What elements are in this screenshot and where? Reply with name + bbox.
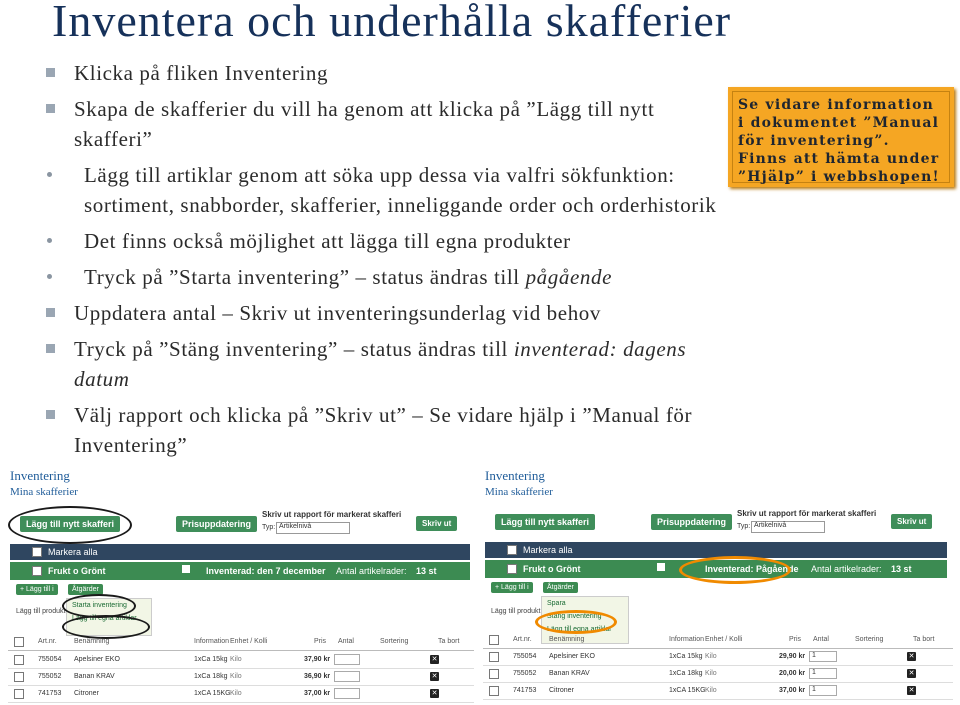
table-header xyxy=(8,634,474,651)
bullet-item xyxy=(44,334,734,394)
cell-unit: Kilo xyxy=(705,687,717,694)
square-bullet-icon xyxy=(46,410,55,419)
pantry-status: Inventerad: Pågående xyxy=(705,564,799,574)
remove-icon[interactable]: ✕ xyxy=(431,656,438,663)
info-callout-text: Se vidare information i dokumentet ”Manual för inventering”. Finns att hämta under ”Hjälp” i webbshopen! xyxy=(732,91,950,183)
bullet-text: Tryck på ”Starta inventering” – status ändras till xyxy=(84,265,526,289)
report-type-select[interactable]: Artikelnivå xyxy=(751,521,825,533)
col-header: Information xyxy=(669,636,705,643)
table-header xyxy=(483,632,953,649)
screenshot-close-inventory xyxy=(483,466,953,705)
cell-name: Banan KRAV xyxy=(549,670,590,677)
section-heading: Inventering xyxy=(10,468,70,483)
col-header: Pris xyxy=(314,638,327,645)
pantry-name: Frukt o Grönt xyxy=(48,566,106,576)
print-button[interactable]: Skriv ut xyxy=(891,514,932,529)
row-count-label: Antal artikelrader: xyxy=(811,564,882,574)
pantry-name: Frukt o Grönt xyxy=(523,564,581,574)
cell-info: 1xCA 15KG xyxy=(669,687,706,694)
highlight-ring-orange xyxy=(535,610,617,634)
bullet-item xyxy=(44,400,714,460)
qty-input[interactable]: 1 xyxy=(809,651,837,662)
section-subheading: Mina skafferier xyxy=(10,486,78,498)
table-row[interactable] xyxy=(8,652,474,669)
cell-info: 1xCa 15kg xyxy=(669,653,703,660)
dropdown-item-save[interactable]: Spara xyxy=(547,600,566,607)
col-header: Enhet / Kolli xyxy=(705,636,743,643)
slide-title: Inventera och underhålla skafferier xyxy=(52,0,732,46)
col-header: Antal xyxy=(813,636,829,643)
col-header: Sortering xyxy=(380,638,409,645)
header-checkbox[interactable] xyxy=(14,637,24,647)
row-checkbox[interactable] xyxy=(14,689,24,699)
bullet-item xyxy=(44,226,734,256)
bullet-text: Det finns också möjlighet att lägga till egna produkter xyxy=(84,229,571,253)
table-row[interactable] xyxy=(8,686,474,703)
remove-icon[interactable]: ✕ xyxy=(908,687,915,694)
bullet-italic-text: pågående xyxy=(525,265,613,289)
cell-name: Apelsiner EKO xyxy=(74,656,120,663)
dropdown-item-add-own-products[interactable]: Lägg till egna artiklar xyxy=(547,626,612,633)
pantry-status: Inventerad: den 7 december xyxy=(206,566,326,576)
cell-unit: Kilo xyxy=(705,653,717,660)
cell-artnr: 755054 xyxy=(513,653,537,660)
print-button[interactable]: Skriv ut xyxy=(416,516,457,531)
remove-icon[interactable]: ✕ xyxy=(431,690,438,697)
report-label: Skriv ut rapport för markerat skafferi xyxy=(262,510,402,519)
col-header: Ta bort xyxy=(438,638,460,645)
cell-info: 1xCa 18kg xyxy=(669,670,703,677)
cell-price: 37,00 kr xyxy=(304,690,331,697)
square-bullet-icon xyxy=(46,104,55,113)
col-header: Pris xyxy=(789,636,802,643)
mark-all-bar xyxy=(10,544,470,560)
info-callout xyxy=(728,87,954,187)
dot-bullet-icon xyxy=(47,274,52,279)
row-checkbox[interactable] xyxy=(14,655,24,665)
cell-artnr: 755054 xyxy=(38,656,62,663)
bullet-item xyxy=(44,58,734,88)
qty-input[interactable]: 1 xyxy=(809,685,837,696)
highlight-ring xyxy=(8,506,132,544)
cell-price: 29,90 kr xyxy=(779,653,806,660)
bullet-text: Uppdatera antal – Skriv ut inventeringsunderlag vid behov xyxy=(74,301,601,325)
col-header: Ta bort xyxy=(913,636,935,643)
mark-all-label: Markera alla xyxy=(523,545,573,555)
table-row[interactable] xyxy=(483,666,953,683)
qty-input[interactable]: 1 xyxy=(809,668,837,679)
remove-icon[interactable]: ✕ xyxy=(908,670,915,677)
col-header: Benämning xyxy=(74,638,110,645)
dropdown-item-close-inventory[interactable]: Stäng inventering xyxy=(547,613,602,620)
header-checkbox[interactable] xyxy=(489,635,499,645)
pantry-header-bar[interactable] xyxy=(10,562,470,580)
remove-icon[interactable]: ✕ xyxy=(908,653,915,660)
table-row[interactable] xyxy=(483,683,953,700)
report-label: Skriv ut rapport för markerat skafferi xyxy=(737,509,877,518)
col-header: Information xyxy=(194,638,230,645)
cell-artnr: 741753 xyxy=(38,690,62,697)
bullet-item xyxy=(44,262,734,292)
cell-unit: Kilo xyxy=(705,670,717,677)
highlight-ring-orange xyxy=(679,556,791,584)
bullet-item xyxy=(44,298,734,328)
cell-info: 1xCa 18kg xyxy=(194,673,228,680)
mark-all-bar xyxy=(485,542,947,558)
bullet-list xyxy=(44,58,734,460)
square-bullet-icon xyxy=(46,68,55,77)
mark-all-checkbox[interactable] xyxy=(32,547,42,557)
add-product-label[interactable]: Lägg till produkt xyxy=(16,608,66,615)
cell-artnr: 755052 xyxy=(38,673,62,680)
qty-input[interactable] xyxy=(334,654,360,665)
bullet-text: Välj rapport och klicka på ”Skriv ut” – Se vidare hjälp i ”Manual för Inventering” xyxy=(74,403,693,457)
type-label: Typ: xyxy=(262,524,276,531)
row-checkbox[interactable] xyxy=(489,652,499,662)
cell-artnr: 741753 xyxy=(513,687,537,694)
remove-icon[interactable]: ✕ xyxy=(431,673,438,680)
dot-bullet-icon xyxy=(47,172,52,177)
bullet-text: Lägg till artiklar genom att söka upp dessa via valfri sökfunktion: sortiment, snabborder, skafferier, inneliggande order och orderhistorik xyxy=(84,163,717,217)
col-header: Sortering xyxy=(855,636,884,643)
add-to-menu[interactable]: + Lägg till i xyxy=(16,584,58,595)
bullet-italic-text: inventerad: dagens datum xyxy=(74,337,687,391)
dropdown-item-add-own-products[interactable]: Lägg till egna artiklar xyxy=(72,615,137,622)
col-header: Antal xyxy=(338,638,354,645)
bullet-item xyxy=(44,94,734,154)
bullet-text: Tryck på ”Stäng inventering” – status ändras till xyxy=(74,337,514,361)
bullet-item xyxy=(44,160,734,220)
mark-all-label: Markera alla xyxy=(48,547,98,557)
table-row[interactable] xyxy=(8,669,474,686)
row-checkbox[interactable] xyxy=(14,672,24,682)
pantry-checkbox[interactable] xyxy=(32,566,42,576)
cell-price: 20,00 kr xyxy=(779,670,806,677)
cell-name: Citroner xyxy=(549,687,574,694)
qty-input[interactable] xyxy=(334,688,360,699)
cell-price: 37,90 kr xyxy=(304,656,331,663)
table-row[interactable] xyxy=(483,649,953,666)
actions-menu[interactable]: Åtgärder xyxy=(68,584,103,595)
cell-price: 36,90 kr xyxy=(304,673,331,680)
row-count-label: Antal artikelrader: xyxy=(336,566,407,576)
col-header: Art.nr. xyxy=(513,636,532,643)
screenshot-start-inventory xyxy=(8,466,474,705)
dot-bullet-icon xyxy=(47,238,52,243)
row-checkbox[interactable] xyxy=(489,669,499,679)
dropdown-item-start-inventory[interactable]: Starta inventering xyxy=(72,602,127,609)
add-to-menu[interactable]: + Lägg till i xyxy=(491,582,533,593)
cell-unit: Kilo xyxy=(230,690,242,697)
cell-unit: Kilo xyxy=(230,656,242,663)
row-count-value: 13 st xyxy=(416,566,437,576)
add-product-label[interactable]: Lägg till produkt xyxy=(491,608,541,615)
price-update-button[interactable]: Prisuppdatering xyxy=(176,516,257,532)
cell-name: Apelsiner EKO xyxy=(549,653,595,660)
section-subheading: Mina skafferier xyxy=(485,486,553,498)
section-heading: Inventering xyxy=(485,468,545,483)
row-count-value: 13 st xyxy=(891,564,912,574)
cell-price: 37,00 kr xyxy=(779,687,806,694)
cell-name: Citroner xyxy=(74,690,99,697)
square-bullet-icon xyxy=(46,344,55,353)
report-type-select[interactable]: Artikelnivå xyxy=(276,522,350,534)
pantry-checkbox[interactable] xyxy=(507,564,517,574)
cell-info: 1xCA 15KG xyxy=(194,690,231,697)
type-label: Typ: xyxy=(737,523,751,530)
cell-unit: Kilo xyxy=(230,673,242,680)
edit-icon[interactable] xyxy=(182,565,190,573)
edit-icon[interactable] xyxy=(657,563,665,571)
bullet-text: Klicka på fliken Inventering xyxy=(74,61,329,85)
mark-all-checkbox[interactable] xyxy=(507,545,517,555)
add-pantry-button[interactable]: Lägg till nytt skafferi xyxy=(495,514,595,530)
col-header: Benämning xyxy=(549,636,585,643)
bullet-text: Skapa de skafferier du vill ha genom att klicka på ”Lägg till nytt skafferi” xyxy=(74,97,655,151)
square-bullet-icon xyxy=(46,308,55,317)
cell-name: Banan KRAV xyxy=(74,673,115,680)
actions-menu[interactable]: Åtgärder xyxy=(543,582,578,593)
col-header: Enhet / Kolli xyxy=(230,638,268,645)
qty-input[interactable] xyxy=(334,671,360,682)
cell-artnr: 755052 xyxy=(513,670,537,677)
price-update-button[interactable]: Prisuppdatering xyxy=(651,514,732,530)
col-header: Art.nr. xyxy=(38,638,57,645)
row-checkbox[interactable] xyxy=(489,686,499,696)
cell-info: 1xCa 15kg xyxy=(194,656,228,663)
add-pantry-button[interactable]: Lägg till nytt skafferi xyxy=(20,516,120,532)
